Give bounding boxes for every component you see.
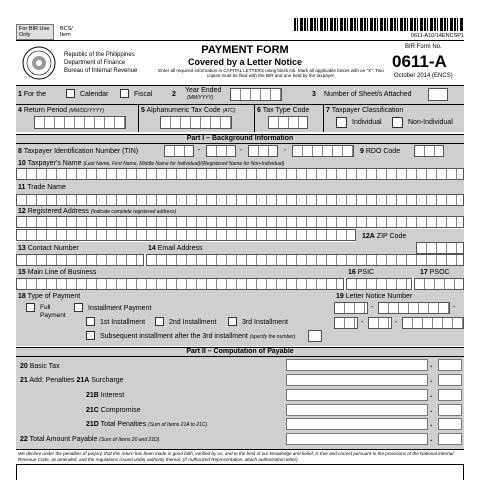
letter-notice-field-3[interactable] [334, 317, 358, 329]
decimal-point: . [430, 405, 433, 414]
item-7-label: 7 Taxpayer Classification [326, 107, 404, 114]
item-5-label: 5 Alphanumeric Tax Code (ATC) [141, 107, 236, 114]
letter-notice-field-4[interactable] [368, 317, 392, 329]
row-11 [16, 180, 464, 194]
tin-field-1[interactable] [164, 145, 194, 157]
form-no-label: BIR Form No. [405, 44, 442, 50]
installment-checkbox[interactable] [74, 303, 83, 312]
item-21-label: 21 Add: Penalties 21A Surcharge [20, 377, 124, 384]
contact-number-field[interactable] [16, 254, 144, 266]
item-1-label: 1 For the [18, 91, 47, 98]
item-19-label: 19 Letter Notice Number [336, 293, 413, 300]
surcharge-amount[interactable] [286, 374, 428, 386]
trade-name-field[interactable] [16, 194, 464, 206]
item-6-label: 6 Tax Type Code [257, 107, 310, 114]
taxpayer-name-field[interactable] [16, 168, 464, 180]
tin-field-2[interactable] [206, 145, 236, 157]
divider [138, 104, 139, 132]
item-8-label: 8 Taxpayer Identification Number (TIN) [18, 148, 139, 155]
basic-tax-cents[interactable] [438, 359, 462, 371]
declaration-text: We declare under the penalties of perjury, that this return has been made in good faith, verified by us, and to the best of our knowledge and belief, is true and correct pursuant to the provisions of the National Internal Revenue Code, as amended, and the regulations issued under authority thereof. (If Authorized Representative, attach authorization letter). [18, 451, 454, 462]
second-installment-checkbox[interactable] [155, 317, 164, 326]
total-penalties-amount[interactable] [286, 418, 428, 430]
subsequent-number-field[interactable] [308, 330, 322, 342]
surcharge-cents[interactable] [438, 374, 462, 386]
item-12-label: 12 Registered Address (Indicate complete registered address) [18, 208, 177, 215]
item-2-hint: (MM/YYYY) [187, 95, 214, 101]
second-installment-label: 2nd Installment [169, 319, 217, 326]
psoc-field[interactable] [414, 278, 464, 290]
interest-cents[interactable] [438, 389, 462, 401]
form-title: PAYMENT FORM [201, 44, 289, 56]
part-1-title: Part I – Background Information [186, 135, 294, 142]
fiscal-label: Fiscal [134, 91, 153, 98]
letter-notice-field-5[interactable] [402, 317, 464, 329]
tin-dash: - [198, 147, 201, 154]
atc-field[interactable] [160, 116, 232, 129]
form-subtitle: Covered by a Letter Notice [187, 57, 303, 67]
full-payment-label: Full Payment [40, 304, 66, 320]
tin-dash: - [240, 147, 243, 154]
zip-code-field[interactable] [416, 242, 464, 254]
individual-checkbox[interactable] [336, 117, 347, 128]
first-installment-checkbox[interactable] [86, 317, 95, 326]
item-3-label: Number of Sheet/s Attached [324, 91, 412, 98]
item-17-label: 17 PSOC [420, 269, 450, 276]
barcode [294, 18, 464, 31]
item-11-label: 11 Trade Name [18, 184, 66, 191]
divider [254, 104, 255, 132]
subsequent-installment-checkbox[interactable] [86, 331, 95, 340]
total-payable-amount[interactable] [286, 433, 428, 445]
compromise-amount[interactable] [286, 404, 428, 416]
department-text: Department of Finance [64, 60, 126, 66]
calendar-label: Calendar [80, 91, 109, 98]
item-22-label: 22 Total Amount Payable (Sum of Items 20 and 21D) [20, 436, 160, 443]
republic-text: Republic of the Philippines [64, 52, 135, 58]
item-2-label: Year Ended [185, 87, 222, 94]
form-date: October 2014 (ENCS) [394, 73, 453, 79]
tin-field-4[interactable] [292, 145, 354, 157]
item-21b-label: 21B Interest [86, 392, 125, 399]
bureau-text: Bureau of Internal Revenue [64, 68, 138, 74]
item-13-label: 13 Contact Number [18, 245, 79, 252]
item-3-num: 3 [312, 91, 316, 98]
bcs-item-label: BCS/ Item [60, 26, 73, 39]
installment-label: Installment Payment [88, 305, 152, 312]
letter-notice-field-2[interactable] [378, 302, 450, 314]
interest-amount[interactable] [286, 389, 428, 401]
compromise-cents[interactable] [438, 404, 462, 416]
tin-field-3[interactable] [248, 145, 278, 157]
total-penalties-cents[interactable] [438, 418, 462, 430]
subsequent-installment-label: Subsequent installment after the 3rd installment (specify the number) [100, 333, 296, 340]
return-period-field[interactable] [34, 116, 126, 129]
year-ended-field[interactable] [230, 88, 282, 101]
item-4-label: 4 Return Period (MM/DD/YYYY) [18, 107, 105, 114]
letter-notice-dash: - [395, 319, 398, 326]
item-9-label: 9 RDO Code [360, 148, 401, 155]
form-instructions: Enter all required information in CAPITAL LETTERS using black ink. Mark all applicable boxes with an "X". Two copies must be filed with the BIR and one held by the taxpayer. [158, 68, 384, 79]
third-installment-label: 3rd Installment [242, 319, 288, 326]
tax-type-code-field[interactable] [268, 116, 308, 129]
item-16-label: 16 PSIC [348, 269, 375, 276]
form-number: 0611-A [392, 52, 447, 71]
address-field-2[interactable] [16, 229, 356, 241]
decimal-point: . [430, 419, 433, 428]
basic-tax-amount[interactable] [286, 359, 428, 371]
full-payment-checkbox[interactable] [26, 303, 35, 312]
item-18-label: 18 Type of Payment [18, 293, 81, 300]
row-13-14 [16, 242, 464, 254]
total-payable-cents[interactable] [438, 433, 462, 445]
letter-notice-dash: - [371, 304, 374, 311]
signature-area[interactable] [16, 465, 464, 480]
letter-notice-dash: - [361, 319, 364, 326]
decimal-point: . [430, 360, 433, 369]
item-10-label: 10 Taxpayer's Name (Last Name, First Name, Middle Name for Individual)/(Registered Name for Non-Individual) [18, 160, 285, 167]
item-12a-label: 12A ZIP Code [362, 233, 407, 240]
letter-notice-dash: - [453, 304, 456, 311]
line-of-business-field[interactable] [16, 278, 344, 290]
rdo-code-field[interactable] [414, 145, 444, 157]
email-field[interactable] [146, 254, 464, 266]
non-individual-label: Non-Individual [408, 119, 453, 126]
decimal-point: . [430, 434, 433, 443]
decimal-point: . [430, 390, 433, 399]
bir-logo-icon [22, 46, 56, 80]
barcode-text: 0611-A10/14ENCSP1 [410, 33, 464, 39]
divider [323, 104, 324, 132]
psic-field[interactable] [346, 278, 412, 290]
address-field-1[interactable] [16, 216, 464, 228]
fiscal-checkbox[interactable] [120, 89, 129, 98]
part-2-title: Part II – Computation of Payable [186, 348, 294, 355]
decimal-point: . [430, 375, 433, 384]
item-21c-label: 21C Compromise [86, 407, 141, 414]
letter-notice-field-1[interactable] [334, 302, 368, 314]
item-2-num: 2 [172, 91, 176, 98]
item-15-label: 15 Main Line of Business [18, 269, 97, 276]
first-installment-label: 1st Installment [100, 319, 146, 326]
tin-dash: - [284, 147, 287, 154]
third-installment-checkbox[interactable] [228, 317, 237, 326]
item-14-label: 14 Email Address [148, 245, 203, 252]
non-individual-checkbox[interactable] [392, 117, 403, 128]
calendar-checkbox[interactable] [66, 89, 75, 98]
bir-use-only-label: For BIR Use Only [19, 26, 50, 39]
individual-label: Individual [352, 119, 382, 126]
item-20-label: 20 Basic Tax [20, 363, 60, 370]
item-21d-label: 21D Total Penalties (Sum of Items 21A to 21C) [86, 421, 208, 428]
sheets-attached-field[interactable] [428, 88, 448, 101]
